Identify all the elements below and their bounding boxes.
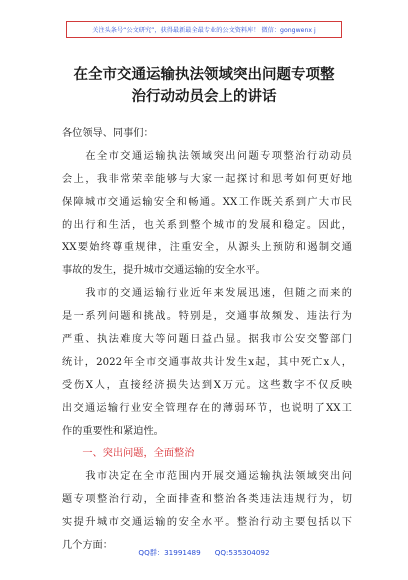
paragraph-line: 实提升城市交通运输的安全水平。整治行动主要包括以下 bbox=[62, 517, 352, 529]
paragraph-line: 事故的发生，提升城市交通运输的安全水平。 bbox=[62, 265, 266, 277]
paragraph-line: 的出行和生活，也关系到整个城市的发展和稳定。因此， bbox=[62, 219, 352, 231]
paragraph-line: 在全市交通运输执法领域突出问题专项整治行动动员 bbox=[62, 150, 352, 162]
paragraph-line: 是一系列问题和挑战。特别是，交通事故频发、违法行为 bbox=[62, 311, 352, 323]
paragraph-line: 我市决定在全市范围内开展交通运输执法领域突出问 bbox=[62, 471, 352, 483]
paragraph-line: 受伤X人，直接经济损失达到X万元。这些数字不仅反映 bbox=[62, 379, 352, 391]
footer-contact bbox=[0, 548, 408, 562]
qq-text: QQ:535304092 bbox=[214, 548, 270, 557]
title-line: 在全市交通运输执法领域突出问题专项整 bbox=[73, 67, 335, 83]
paragraph-line: 几个方面： bbox=[62, 540, 113, 552]
paragraph-line: 题专项整治行动，全面排查和整治各类违法违规行为，切 bbox=[62, 494, 352, 506]
header-banner: 关注头条号“公文研究”，获得最新最全最专业的公文资料库！ 微信：gongwenx j bbox=[66, 21, 342, 38]
section-heading: 一、突出问题，全面整治 bbox=[62, 448, 195, 460]
paragraph-line: 保障城市交通运输安全和畅通。XX工作既关系到广大市民 bbox=[62, 196, 352, 208]
document-body bbox=[62, 123, 352, 558]
paragraph-line: 会上，我非常荣幸能够与大家一起探讨和思考如何更好地 bbox=[62, 173, 352, 185]
title-line: 治行动动员会上的讲话 bbox=[131, 89, 277, 105]
paragraph-line: 作的重要性和紧迫性。 bbox=[62, 425, 164, 437]
paragraph-line: XX要始终尊重规律，注重安全，从源头上预防和遏制交通 bbox=[62, 242, 352, 254]
paragraph-line: 我市的交通运输行业近年来发展迅速，但随之而来的 bbox=[62, 288, 352, 300]
paragraph-line: 出交通运输行业安全管理存在的薄弱环节，也说明了XX工 bbox=[62, 402, 352, 414]
paragraph-line: 统计，2022年全市交通事故共计发生x起，其中死亡x人， bbox=[62, 356, 352, 368]
paragraph-line: 严重、执法难度大等问题日益凸显。据我市公安交警部门 bbox=[62, 334, 352, 346]
salutation: 各位领导、同事们： bbox=[62, 128, 154, 139]
document-title bbox=[40, 64, 368, 108]
qq-group-text: QQ群：31991489 bbox=[138, 548, 201, 557]
